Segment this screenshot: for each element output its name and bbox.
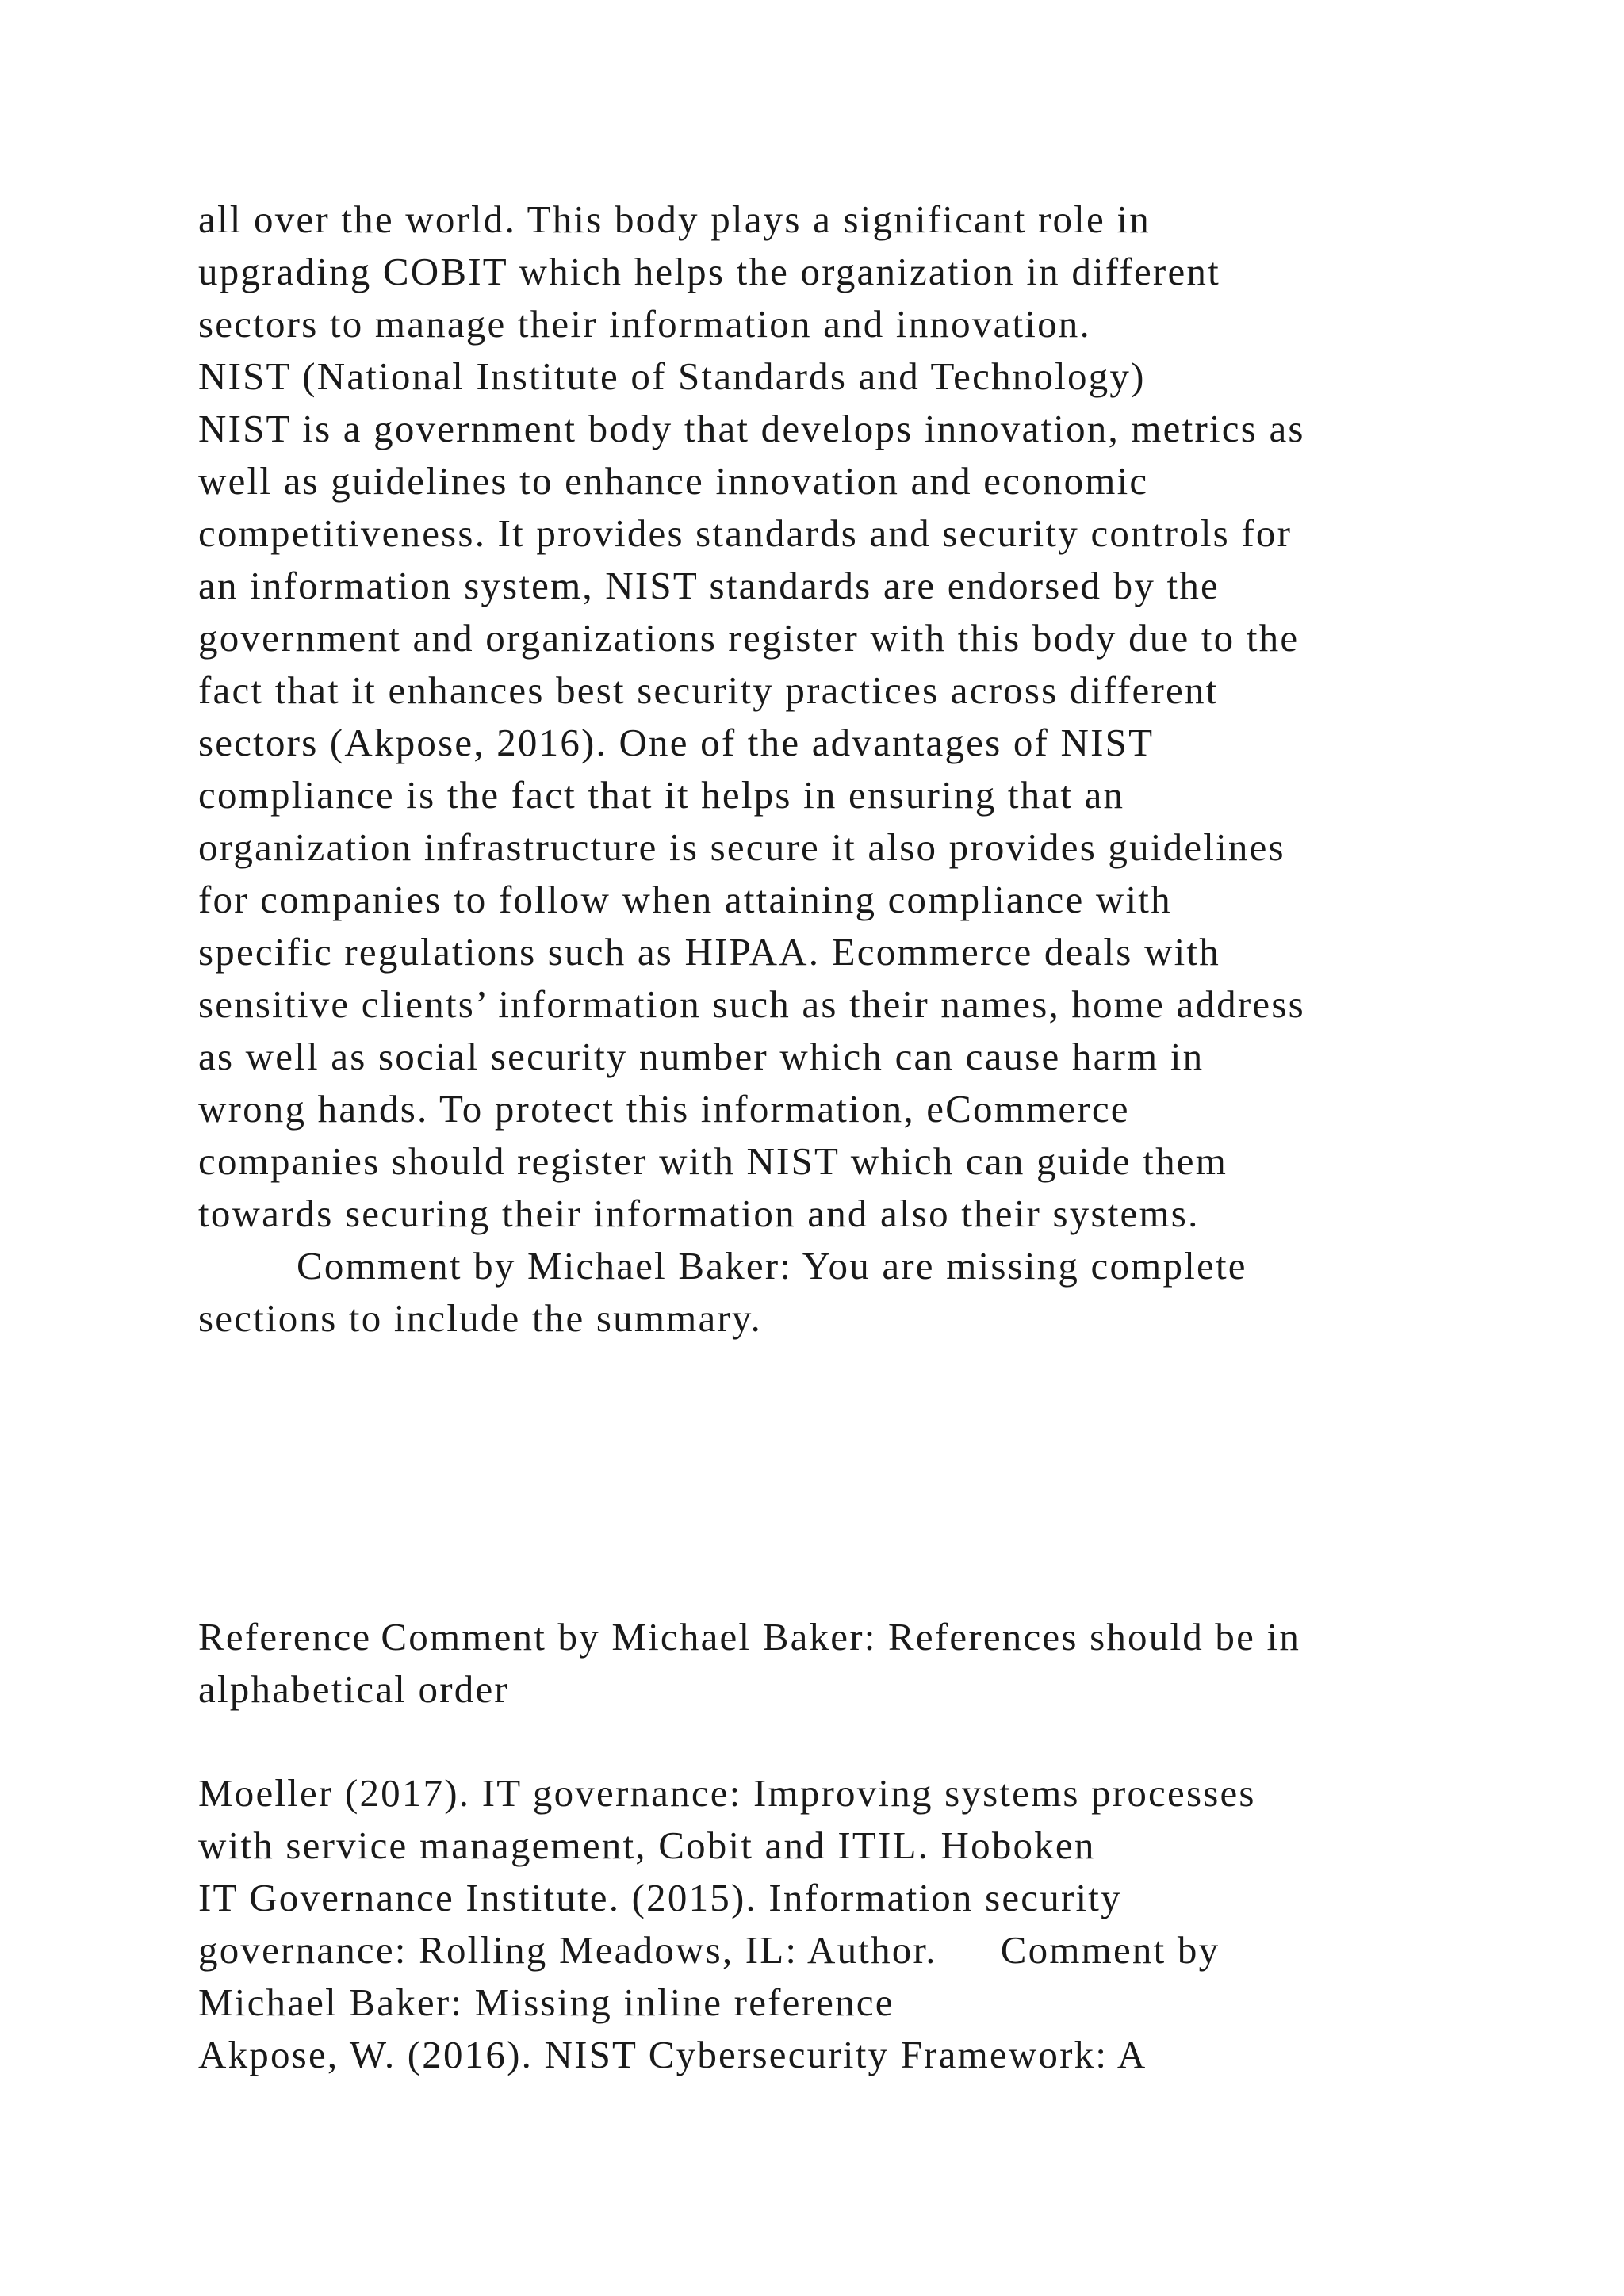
text-line: towards securing their information and also their systems. [198,1192,1200,1235]
reference-comment: Comment by Michael Baker: References should be in [381,1615,1301,1659]
reference-heading [198,1611,1300,1716]
text-line: well as guidelines to enhance innovation and economic [198,459,1149,503]
reference-line: IT Governance Institute. (2015). Information security [198,1876,1122,1919]
reference-line [198,1924,1256,1976]
comment-summary-line1: Comment by Michael Baker: You are missing complete [297,1244,1247,1288]
reference-text: governance: Rolling Meadows, IL: Author. [198,1928,937,1972]
text-line: upgrading COBIT which helps the organization in different [198,250,1220,293]
text-line: an information system, NIST standards are endorsed by the [198,564,1220,607]
text-line: specific regulations such as HIPAA. Ecommerce deals with [198,930,1220,974]
text-line: sensitive clients’ information such as their names, home address [198,982,1305,1026]
inline-comment: Comment by [1000,1928,1220,1972]
text-line: compliance is the fact that it helps in ensuring that an [198,773,1125,817]
reference-line: Akpose, W. (2016). NIST Cybersecurity Framework: A [198,2033,1147,2076]
reference-line: with service management, Cobit and ITIL. Hoboken [198,1823,1096,1867]
reference-label: Reference [198,1615,372,1659]
section-heading-nist: NIST (National Institute of Standards and Technology) [198,354,1146,398]
text-line: all over the world. This body plays a significant role in [198,197,1151,241]
text-line: companies should register with NIST which can guide them [198,1139,1228,1183]
text-line: sectors (Akpose, 2016). One of the advantages of NIST [198,721,1155,764]
text-line: for companies to follow when attaining compliance with [198,878,1172,921]
text-line: fact that it enhances best security practices across different [198,668,1219,712]
reference-heading-line [198,1611,1300,1663]
comment-summary-line2: sections to include the summary. [198,1296,762,1340]
text-line: competitiveness. It provides standards and security controls for [198,511,1293,555]
text-line: sectors to manage their information and innovation. [198,302,1091,346]
text-line: NIST is a government body that develops innovation, metrics as [198,407,1305,450]
body-paragraph [198,193,1305,1345]
text-line: organization infrastructure is secure it also provides guidelines [198,825,1285,869]
text-line: as well as social security number which can cause harm in [198,1035,1205,1078]
reference-line: Moeller (2017). IT governance: Improving systems processes [198,1771,1256,1815]
reference-list [198,1767,1256,2081]
text-line: wrong hands. To protect this information, eCommerce [198,1087,1130,1131]
inline-comment-cont: Michael Baker: Missing inline reference [198,1980,894,2024]
text-line: government and organizations register with this body due to the [198,616,1300,660]
reference-comment-cont: alphabetical order [198,1667,509,1711]
